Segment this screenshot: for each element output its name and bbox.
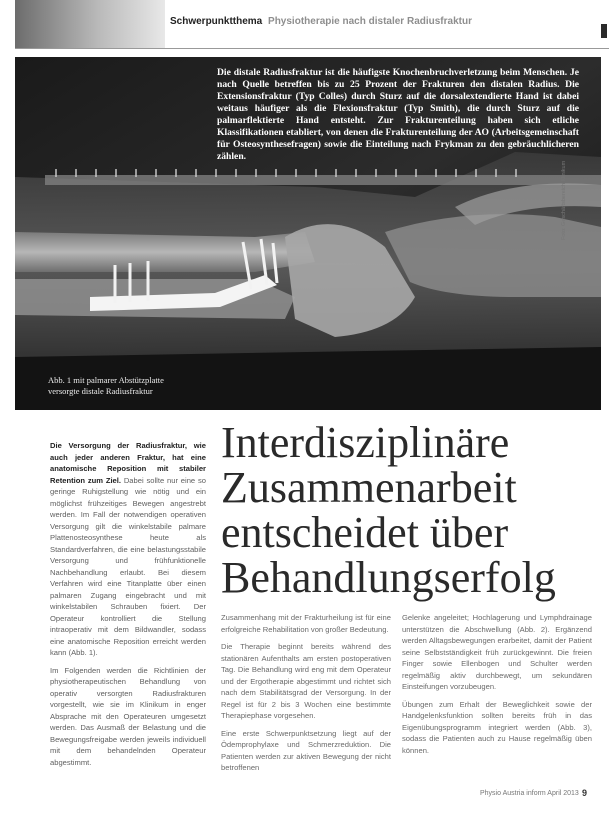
header-image-strip [15,0,165,48]
xray-figure [15,57,601,410]
page-number: 9 [582,788,588,798]
section-kicker [170,16,472,27]
splint-rail [45,175,601,185]
headline-line: entscheidet über [221,508,509,557]
intro-text: Die distale Radiusfraktur ist die häufigste Knochenbruchverletzung beim Menschen. Je nach Quelle betreffen bis zu 25 Prozent der Frakturen den distalen Radius. Die Extensionsfraktur (Typ Colles) durch Sturz auf die dorsalextendierte Hand ist dabei weitaus häufiger als die Flexionsfraktur (Typ Smith), die durch Sturz auf die palmarflektierte Hand entsteht. Zur Frakturenteilung haben sich etliche Klassifikationen etabliert, von denen die Frakturenteilung der AO (Arbeitsgemeinschaft für Osteosynthesefragen) sowie die Einteilung nach Frykman zu den gebräuchlicheren zählen. [217,67,579,162]
headline-line: Zusammenarbeit [221,463,517,512]
article-headline [221,420,601,600]
paragraph [50,665,206,769]
body-text: Dabei sollte nur eine so geringe Ruhigstellung wie nötig und ein möglichst frühzeitiges Bewegen angestrebt werden. Im Fall der notwendigen operativen Versorgung gilt die winkelstabile palmare Plattenosteosynthese heute als Standardverfahren, die eine belastungsstabile Versorgung und frühfunktionelle Nachbehandlung erlaubt. Bei diesem Verfahren wird eine Titanplatte über einen palmaren Zugang eingebracht und mit winkelstabilen Schrauben fixiert. Der Operateur kontrolliert die Stellung intraoperativ mit dem Bildwandler, sodass eine anatomische Reposition erreicht werden kann (Abb. 1). [50,475,206,657]
photo-credit: Foto: Geschäftsbereich Klinikum [561,160,567,240]
paragraph: Zusammenhang mit der Frakturheilung ist für eine erfolgreiche Rehabilitation von großer Bedeutung. [221,613,391,634]
figure-caption: Abb. 1 mit palmarer Abstützplatte versorgte distale Radiusfraktur [48,375,164,396]
lead-sentence: Die Versorgung der Radiusfraktur, wie auch jeder anderen Fraktur, hat eine anatomische Reposition mit stabiler Retention zum Ziel. [50,441,206,485]
body-text: Im Folgenden werden die Richtlinien der physiotherapeutischen Behandlung von operativ versorgten Radiusfrakturen vorgestellt, wie sie im Klinikum in enger Absprache mit den Operateuren umgesetzt werden. Das Ausmaß der Belastung und die Bewegungsfreigabe werden jeweils individuell mit dem behandelnden Operateur abgestimmt. [50,665,206,767]
page-edge-mark [601,24,607,38]
paragraph: Übungen zum Erhalt der Beweglichkeit sowie der Handgelenksfunktion sollten bereits früh in das Eigenübungsprogramm integriert werden (Abb. 3), sodass die Patienten auch zu Hause regelmäßig üben können. [402,699,592,755]
journal-footer: Physio Austria inform April 2013 [480,790,579,797]
header-divider [15,48,609,49]
article-column-2 [221,612,391,780]
headline-line: Interdisziplinäre [221,418,510,467]
section-topic: Physiotherapie nach distaler Radiusfraktur [268,16,472,27]
paragraph: Gelenke angeleitet; Hochlagerung und Lymphdrainage unterstützen die Abschwellung (Abb. 2). Ergänzend werden Alltagsbewegungen erarbeitet, damit der Patient seine Selbstständigkeit früh zurückgewinnt. Die freien Finger sowie Ellenbogen und Schulter werden regelmäßig aktiv durchbewegt, um sekundären Einsteifungen vorzubeugen. [402,613,592,691]
article-column-1 [50,440,206,774]
article-column-3 [402,612,592,762]
radius-shaft [15,232,315,272]
headline-line: Behandlungserfolg [221,553,556,602]
paragraph: Die Therapie beginnt bereits während des stationären Aufenthalts am ersten postoperativen Tag. Die Behandlung wird eng mit dem Operateur und der Ergotherapie abgestimmt und richtet sich nach dem Stabilitätsgrad der Versorgung. In der Regel ist für 2 bis 3 Wochen eine bestimmte Therapiephase vorgesehen. [221,642,391,720]
paragraph: Eine erste Schwerpunktsetzung liegt auf der Ödemprophylaxe und Schmerzreduktion. Die Patienten werden zur aktiven Bewegung der nicht betroffenen [221,728,391,772]
metacarpals [385,214,601,297]
paragraph [50,440,206,659]
section-label: Schwerpunktthema [170,16,263,27]
